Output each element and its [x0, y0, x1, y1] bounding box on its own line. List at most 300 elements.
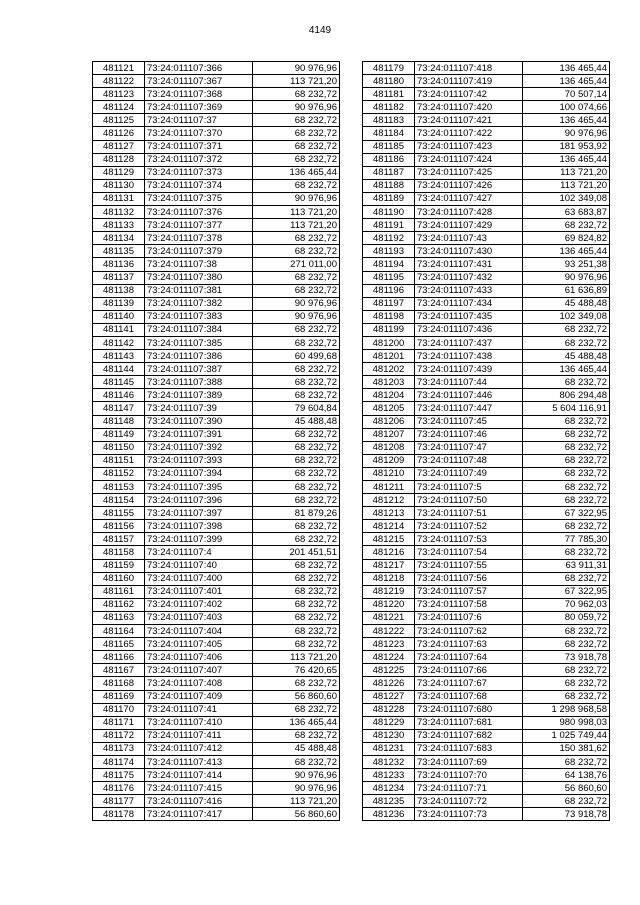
- cadastral-number-cell: 73:24:011107:395: [145, 481, 253, 494]
- cadastral-number-cell: 73:24:011107:396: [145, 494, 253, 507]
- table-row: [363, 140, 610, 153]
- cadastral-number-cell: 73:24:011107:407: [145, 664, 253, 677]
- table-body-right: [363, 62, 610, 821]
- table-row: [363, 127, 610, 140]
- row-number-cell: 481229: [363, 716, 415, 729]
- table-row: [93, 755, 340, 768]
- row-number-cell: 481232: [363, 755, 415, 768]
- value-cell: 68 232,72: [523, 428, 610, 441]
- table-row: [363, 625, 610, 638]
- cadastral-number-cell: 73:24:011107:417: [145, 808, 253, 821]
- table-row: [363, 232, 610, 245]
- cadastral-number-cell: 73:24:011107:683: [415, 742, 523, 755]
- cadastral-number-cell: 73:24:011107:383: [145, 310, 253, 323]
- row-number-cell: 481208: [363, 441, 415, 454]
- table-row: [93, 690, 340, 703]
- value-cell: 68 232,72: [523, 690, 610, 703]
- cadastral-number-cell: 73:24:011107:377: [145, 219, 253, 232]
- cadastral-number-cell: 73:24:011107:434: [415, 297, 523, 310]
- row-number-cell: 481228: [363, 703, 415, 716]
- table-row: [363, 192, 610, 205]
- value-cell: 93 251,38: [523, 258, 610, 271]
- value-cell: 136 465,44: [523, 245, 610, 258]
- table-row: [93, 101, 340, 114]
- table-row: [363, 153, 610, 166]
- row-number-cell: 481158: [93, 546, 145, 559]
- table-row: [93, 140, 340, 153]
- value-cell: 68 232,72: [523, 795, 610, 808]
- table-row: [363, 769, 610, 782]
- row-number-cell: 481234: [363, 782, 415, 795]
- cadastral-number-cell: 73:24:011107:406: [145, 651, 253, 664]
- value-cell: 136 465,44: [523, 62, 610, 75]
- value-cell: 60 499,68: [253, 350, 340, 363]
- value-cell: 68 232,72: [523, 336, 610, 349]
- value-cell: 68 232,72: [253, 179, 340, 192]
- value-cell: 113 721,20: [253, 795, 340, 808]
- value-cell: 68 232,72: [523, 494, 610, 507]
- value-cell: 69 824,82: [523, 232, 610, 245]
- value-cell: 68 232,72: [523, 441, 610, 454]
- row-number-cell: 481178: [93, 808, 145, 821]
- table-row: [363, 494, 610, 507]
- row-number-cell: 481131: [93, 192, 145, 205]
- cadastral-number-cell: 73:24:011107:397: [145, 507, 253, 520]
- table-row: [363, 88, 610, 101]
- table-row: [363, 389, 610, 402]
- cadastral-number-cell: 73:24:011107:374: [145, 179, 253, 192]
- table-row: [363, 323, 610, 336]
- table-row: [93, 284, 340, 297]
- cadastral-number-cell: 73:24:011107:404: [145, 625, 253, 638]
- cadastral-number-cell: 73:24:011107:394: [145, 467, 253, 480]
- value-cell: 68 232,72: [253, 389, 340, 402]
- cadastral-number-cell: 73:24:011107:64: [415, 651, 523, 664]
- cadastral-number-cell: 73:24:011107:71: [415, 782, 523, 795]
- row-number-cell: 481136: [93, 258, 145, 271]
- value-cell: 67 322,95: [523, 585, 610, 598]
- row-number-cell: 481126: [93, 127, 145, 140]
- table-row: [93, 769, 340, 782]
- table-row: [363, 795, 610, 808]
- row-number-cell: 481171: [93, 716, 145, 729]
- table-row: [363, 179, 610, 192]
- cadastral-number-cell: 73:24:011107:402: [145, 598, 253, 611]
- cadastral-number-cell: 73:24:011107:415: [145, 782, 253, 795]
- value-cell: 67 322,95: [523, 507, 610, 520]
- value-cell: 136 465,44: [523, 75, 610, 88]
- value-cell: 68 232,72: [253, 703, 340, 716]
- cadastral-number-cell: 73:24:011107:680: [415, 703, 523, 716]
- table-row: [93, 415, 340, 428]
- row-number-cell: 481220: [363, 598, 415, 611]
- table-row: [93, 742, 340, 755]
- table-row: [93, 206, 340, 219]
- value-cell: 68 232,72: [253, 88, 340, 101]
- row-number-cell: 481150: [93, 441, 145, 454]
- table-body-left: [93, 62, 340, 821]
- cadastral-number-cell: 73:24:011107:427: [415, 192, 523, 205]
- row-number-cell: 481148: [93, 415, 145, 428]
- value-cell: 90 976,96: [523, 127, 610, 140]
- table-row: [93, 795, 340, 808]
- cadastral-number-cell: 73:24:011107:43: [415, 232, 523, 245]
- value-cell: 271 011,00: [253, 258, 340, 271]
- cadastral-number-cell: 73:24:011107:380: [145, 271, 253, 284]
- cadastral-number-cell: 73:24:011107:437: [415, 336, 523, 349]
- table-row: [93, 232, 340, 245]
- table-row: [93, 389, 340, 402]
- cadastral-number-cell: 73:24:011107:63: [415, 638, 523, 651]
- row-number-cell: 481218: [363, 572, 415, 585]
- table-row: [363, 297, 610, 310]
- cadastral-number-cell: 73:24:011107:416: [145, 795, 253, 808]
- cadastral-number-cell: 73:24:011107:4: [145, 546, 253, 559]
- value-cell: 68 232,72: [253, 245, 340, 258]
- value-cell: 56 860,60: [253, 690, 340, 703]
- value-cell: 68 232,72: [253, 284, 340, 297]
- cadastral-number-cell: 73:24:011107:55: [415, 559, 523, 572]
- value-cell: 76 420,65: [253, 664, 340, 677]
- table-row: [93, 75, 340, 88]
- cadastral-number-cell: 73:24:011107:48: [415, 454, 523, 467]
- cadastral-number-cell: 73:24:011107:378: [145, 232, 253, 245]
- value-cell: 136 465,44: [253, 166, 340, 179]
- value-cell: 68 232,72: [253, 127, 340, 140]
- cadastral-number-cell: 73:24:011107:40: [145, 559, 253, 572]
- value-cell: 68 232,72: [253, 232, 340, 245]
- row-number-cell: 481174: [93, 755, 145, 768]
- table-row: [363, 742, 610, 755]
- cadastral-number-cell: 73:24:011107:373: [145, 166, 253, 179]
- row-number-cell: 481203: [363, 376, 415, 389]
- table-row: [93, 729, 340, 742]
- cadastral-number-cell: 73:24:011107:46: [415, 428, 523, 441]
- value-cell: 68 232,72: [253, 677, 340, 690]
- value-cell: 68 232,72: [253, 323, 340, 336]
- value-cell: 68 232,72: [253, 755, 340, 768]
- table-row: [363, 533, 610, 546]
- row-number-cell: 481124: [93, 101, 145, 114]
- row-number-cell: 481154: [93, 494, 145, 507]
- row-number-cell: 481141: [93, 323, 145, 336]
- table-row: [93, 808, 340, 821]
- cadastral-number-cell: 73:24:011107:400: [145, 572, 253, 585]
- value-cell: 113 721,20: [253, 206, 340, 219]
- value-cell: 68 232,72: [253, 598, 340, 611]
- row-number-cell: 481149: [93, 428, 145, 441]
- cadastral-number-cell: 73:24:011107:367: [145, 75, 253, 88]
- value-cell: 73 918,78: [523, 808, 610, 821]
- table-row: [93, 625, 340, 638]
- row-number-cell: 481202: [363, 363, 415, 376]
- table-row: [363, 336, 610, 349]
- value-cell: 136 465,44: [523, 363, 610, 376]
- cadastral-number-cell: 73:24:011107:388: [145, 376, 253, 389]
- value-cell: 113 721,20: [523, 179, 610, 192]
- value-cell: 81 879,26: [253, 507, 340, 520]
- row-number-cell: 481170: [93, 703, 145, 716]
- table-row: [363, 245, 610, 258]
- table-row: [363, 703, 610, 716]
- row-number-cell: 481163: [93, 611, 145, 624]
- cadastral-number-cell: 73:24:011107:45: [415, 415, 523, 428]
- row-number-cell: 481179: [363, 62, 415, 75]
- cadastral-number-cell: 73:24:011107:436: [415, 323, 523, 336]
- table-row: [93, 219, 340, 232]
- cadastral-number-cell: 73:24:011107:391: [145, 428, 253, 441]
- table-row: [93, 428, 340, 441]
- table-row: [363, 75, 610, 88]
- cadastral-number-cell: 73:24:011107:409: [145, 690, 253, 703]
- cadastral-number-cell: 73:24:011107:371: [145, 140, 253, 153]
- table-row: [93, 297, 340, 310]
- value-cell: 56 860,60: [523, 782, 610, 795]
- table-row: [93, 546, 340, 559]
- row-number-cell: 481173: [93, 742, 145, 755]
- row-number-cell: 481201: [363, 350, 415, 363]
- cadastral-number-cell: 73:24:011107:6: [415, 611, 523, 624]
- value-cell: 113 721,20: [253, 651, 340, 664]
- row-number-cell: 481166: [93, 651, 145, 664]
- row-number-cell: 481196: [363, 284, 415, 297]
- value-cell: 90 976,96: [253, 769, 340, 782]
- row-number-cell: 481188: [363, 179, 415, 192]
- cadastral-number-cell: 73:24:011107:412: [145, 742, 253, 755]
- row-number-cell: 481175: [93, 769, 145, 782]
- value-cell: 68 232,72: [253, 585, 340, 598]
- row-number-cell: 481231: [363, 742, 415, 755]
- row-number-cell: 481221: [363, 611, 415, 624]
- table-row: [93, 703, 340, 716]
- row-number-cell: 481176: [93, 782, 145, 795]
- table-row: [93, 323, 340, 336]
- table-row: [93, 88, 340, 101]
- cadastral-number-cell: 73:24:011107:413: [145, 755, 253, 768]
- table-row: [93, 677, 340, 690]
- table-row: [93, 402, 340, 415]
- cadastral-number-cell: 73:24:011107:66: [415, 664, 523, 677]
- row-number-cell: 481199: [363, 323, 415, 336]
- page-number: 4149: [308, 25, 332, 36]
- cadastral-number-cell: 73:24:011107:421: [415, 114, 523, 127]
- row-number-cell: 481153: [93, 481, 145, 494]
- cadastral-number-cell: 73:24:011107:447: [415, 402, 523, 415]
- row-number-cell: 481135: [93, 245, 145, 258]
- value-cell: 68 232,72: [523, 520, 610, 533]
- row-number-cell: 481132: [93, 206, 145, 219]
- table-row: [363, 415, 610, 428]
- row-number-cell: 481224: [363, 651, 415, 664]
- table-row: [93, 376, 340, 389]
- value-cell: 90 976,96: [253, 62, 340, 75]
- row-number-cell: 481212: [363, 494, 415, 507]
- table-row: [93, 336, 340, 349]
- value-cell: 102 349,08: [523, 192, 610, 205]
- row-number-cell: 481184: [363, 127, 415, 140]
- value-cell: 90 976,96: [523, 271, 610, 284]
- table-row: [93, 192, 340, 205]
- table-row: [363, 350, 610, 363]
- table-row: [93, 533, 340, 546]
- value-cell: 102 349,08: [523, 310, 610, 323]
- table-row: [363, 428, 610, 441]
- row-number-cell: 481222: [363, 625, 415, 638]
- cadastral-number-cell: 73:24:011107:432: [415, 271, 523, 284]
- cadastral-number-cell: 73:24:011107:70: [415, 769, 523, 782]
- table-row: [93, 559, 340, 572]
- table-row: [363, 310, 610, 323]
- table-row: [93, 441, 340, 454]
- table-row: [363, 467, 610, 480]
- row-number-cell: 481162: [93, 598, 145, 611]
- table-row: [363, 62, 610, 75]
- row-number-cell: 481165: [93, 638, 145, 651]
- row-number-cell: 481213: [363, 507, 415, 520]
- row-number-cell: 481200: [363, 336, 415, 349]
- row-number-cell: 481204: [363, 389, 415, 402]
- value-cell: 68 232,72: [523, 415, 610, 428]
- value-cell: 113 721,20: [253, 219, 340, 232]
- cadastral-number-cell: 73:24:011107:62: [415, 625, 523, 638]
- cadastral-number-cell: 73:24:011107:56: [415, 572, 523, 585]
- row-number-cell: 481145: [93, 376, 145, 389]
- value-cell: 201 451,51: [253, 546, 340, 559]
- value-cell: 68 232,72: [523, 467, 610, 480]
- row-number-cell: 481193: [363, 245, 415, 258]
- cadastral-number-cell: 73:24:011107:368: [145, 88, 253, 101]
- cadastral-number-cell: 73:24:011107:424: [415, 153, 523, 166]
- value-cell: 90 976,96: [253, 192, 340, 205]
- cadastral-number-cell: 73:24:011107:369: [145, 101, 253, 114]
- value-cell: 68 232,72: [523, 664, 610, 677]
- cadastral-number-cell: 73:24:011107:44: [415, 376, 523, 389]
- cadastral-number-cell: 73:24:011107:42: [415, 88, 523, 101]
- row-number-cell: 481214: [363, 520, 415, 533]
- value-cell: 68 232,72: [253, 428, 340, 441]
- cadastral-number-cell: 73:24:011107:379: [145, 245, 253, 258]
- row-number-cell: 481227: [363, 690, 415, 703]
- cadastral-number-cell: 73:24:011107:390: [145, 415, 253, 428]
- table-row: [93, 114, 340, 127]
- value-cell: 68 232,72: [253, 140, 340, 153]
- value-cell: 90 976,96: [253, 101, 340, 114]
- value-cell: 1 298 968,58: [523, 703, 610, 716]
- value-cell: 45 488,48: [253, 742, 340, 755]
- cadastral-number-cell: 73:24:011107:681: [415, 716, 523, 729]
- value-cell: 68 232,72: [253, 729, 340, 742]
- cadastral-number-cell: 73:24:011107:387: [145, 363, 253, 376]
- value-cell: 68 232,72: [523, 755, 610, 768]
- table-row: [93, 664, 340, 677]
- row-number-cell: 481161: [93, 585, 145, 598]
- row-number-cell: 481226: [363, 677, 415, 690]
- cadastral-number-cell: 73:24:011107:68: [415, 690, 523, 703]
- table-row: [93, 153, 340, 166]
- row-number-cell: 481217: [363, 559, 415, 572]
- value-cell: 90 976,96: [253, 782, 340, 795]
- row-number-cell: 481197: [363, 297, 415, 310]
- row-number-cell: 481129: [93, 166, 145, 179]
- cadastral-number-cell: 73:24:011107:51: [415, 507, 523, 520]
- value-cell: 68 232,72: [523, 454, 610, 467]
- row-number-cell: 481187: [363, 166, 415, 179]
- row-number-cell: 481125: [93, 114, 145, 127]
- row-number-cell: 481236: [363, 808, 415, 821]
- cadastral-number-cell: 73:24:011107:422: [415, 127, 523, 140]
- cadastral-number-cell: 73:24:011107:425: [415, 166, 523, 179]
- cadastral-number-cell: 73:24:011107:49: [415, 467, 523, 480]
- table-row: [93, 271, 340, 284]
- value-cell: 68 232,72: [253, 467, 340, 480]
- cadastral-number-cell: 73:24:011107:439: [415, 363, 523, 376]
- cadastral-number-cell: 73:24:011107:405: [145, 638, 253, 651]
- value-cell: 64 138,76: [523, 769, 610, 782]
- value-cell: 100 074,66: [523, 101, 610, 114]
- cadastral-number-cell: 73:24:011107:418: [415, 62, 523, 75]
- row-number-cell: 481205: [363, 402, 415, 415]
- value-cell: 68 232,72: [253, 153, 340, 166]
- value-cell: 68 232,72: [253, 494, 340, 507]
- table-row: [93, 598, 340, 611]
- table-row: [93, 572, 340, 585]
- table-row: [363, 284, 610, 297]
- table-row: [363, 219, 610, 232]
- row-number-cell: 481159: [93, 559, 145, 572]
- row-number-cell: 481123: [93, 88, 145, 101]
- row-number-cell: 481225: [363, 664, 415, 677]
- row-number-cell: 481219: [363, 585, 415, 598]
- value-cell: 70 507,14: [523, 88, 610, 101]
- cadastral-number-cell: 73:24:011107:410: [145, 716, 253, 729]
- cadastral-number-cell: 73:24:011107:366: [145, 62, 253, 75]
- value-cell: 68 232,72: [253, 376, 340, 389]
- table-row: [363, 376, 610, 389]
- table-row: [363, 598, 610, 611]
- value-cell: 68 232,72: [523, 546, 610, 559]
- value-cell: 68 232,72: [523, 219, 610, 232]
- value-cell: 90 976,96: [253, 310, 340, 323]
- row-number-cell: 481190: [363, 206, 415, 219]
- value-cell: 5 604 116,91: [523, 402, 610, 415]
- value-cell: 68 232,72: [253, 638, 340, 651]
- table-row: [363, 664, 610, 677]
- cadastral-number-cell: 73:24:011107:392: [145, 441, 253, 454]
- row-number-cell: 481235: [363, 795, 415, 808]
- row-number-cell: 481130: [93, 179, 145, 192]
- row-number-cell: 481151: [93, 454, 145, 467]
- cadastral-number-cell: 73:24:011107:431: [415, 258, 523, 271]
- cadastral-number-cell: 73:24:011107:53: [415, 533, 523, 546]
- cadastral-number-cell: 73:24:011107:381: [145, 284, 253, 297]
- table-row: [93, 638, 340, 651]
- table-row: [93, 127, 340, 140]
- cadastral-number-cell: 73:24:011107:408: [145, 677, 253, 690]
- table-row: [363, 258, 610, 271]
- value-cell: 68 232,72: [253, 559, 340, 572]
- table-row: [93, 467, 340, 480]
- table-row: [363, 690, 610, 703]
- table-row: [363, 585, 610, 598]
- table-row: [363, 363, 610, 376]
- value-cell: 68 232,72: [253, 271, 340, 284]
- row-number-cell: 481182: [363, 101, 415, 114]
- table-row: [93, 507, 340, 520]
- row-number-cell: 481144: [93, 363, 145, 376]
- value-cell: 79 604,84: [253, 402, 340, 415]
- table-row: [93, 481, 340, 494]
- value-cell: 68 232,72: [253, 454, 340, 467]
